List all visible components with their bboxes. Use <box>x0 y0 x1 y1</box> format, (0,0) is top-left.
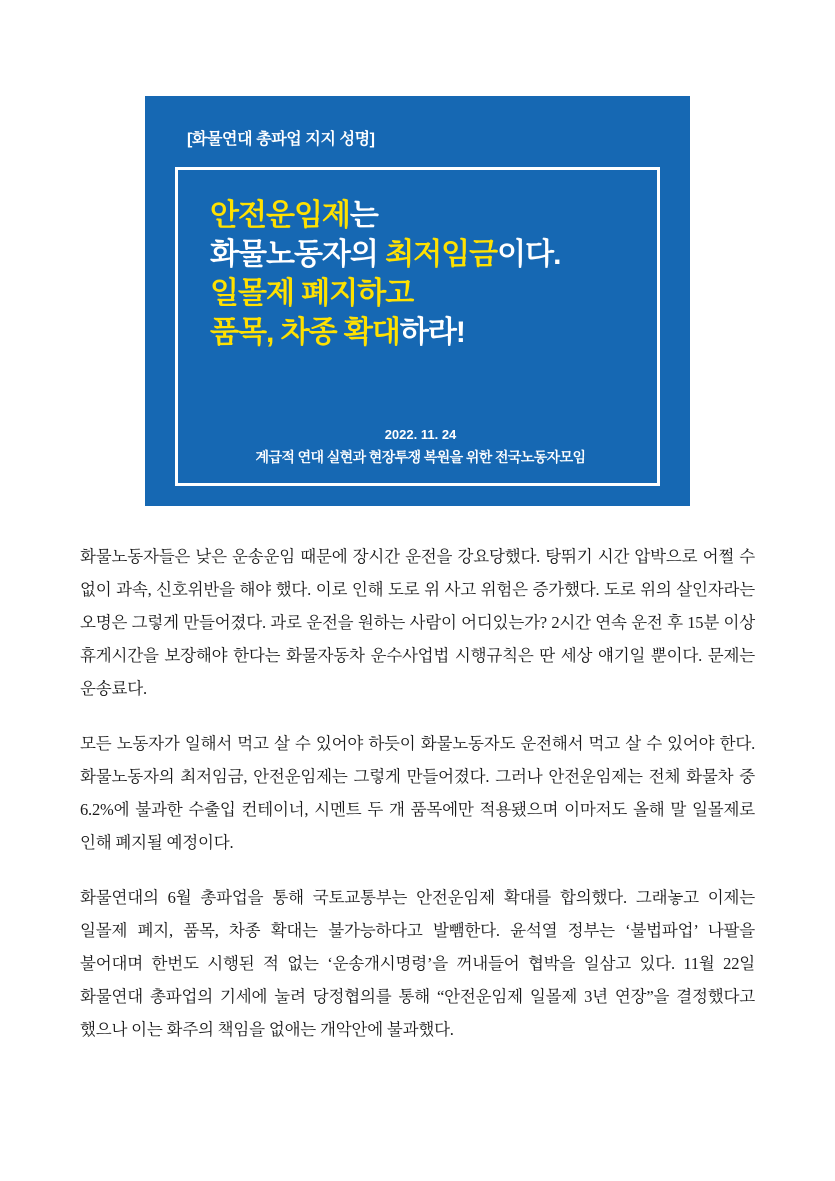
poster-headline <box>210 196 631 352</box>
headline-segment: 이다. <box>497 238 561 271</box>
headline-segment: 최저임금 <box>385 238 498 271</box>
poster-container <box>0 0 835 506</box>
article-body <box>0 506 835 1046</box>
article-paragraph: 화물연대의 6월 총파업을 통해 국토교통부는 안전운임제 확대를 합의했다. 그래놓고 이제는 일몰제 폐지, 품목, 차종 확대는 불가능하다고 발뺌한다. 윤석열 정부는 ‘불법파업’ 나팔을 불어대며 한번도 시행된 적 없는 ‘운송개시명령’을 꺼내들어 협박을 일삼고 있다. 11월 22일 화물연대 총파업의 기세에 눌려 당정협의를 통해 “안전운임제 일몰제 3년 연장”을 결정했다고 했으나 이는 화주의 책임을 없애는 개악안에 불과했다. <box>80 888 755 1039</box>
headline-segment: 하라! <box>399 316 465 349</box>
headline-line <box>210 196 631 235</box>
headline-line <box>210 235 631 274</box>
headline-line <box>210 313 631 352</box>
headline-segment: 화물노동자의 <box>210 238 386 271</box>
poster-kicker: [화물연대 총파업 지지 성명] <box>187 131 375 148</box>
article-paragraph: 모든 노동자가 일해서 먹고 살 수 있어야 하듯이 화물노동자도 운전해서 먹고 살 수 있어야 한다. 화물노동자의 최저임금, 안전운임제는 그렇게 만들어졌다. 그러나 안전운임제는 전체 화물차 중 6.2%에 불과한 수출입 컨테이너, 시멘트 두 개 품목에만 적용됐으며 이마저도 올해 말 일몰제로 인해 폐지될 예정이다. <box>80 734 755 852</box>
poster-organization: 계급적 연대 실현과 현장투쟁 복원을 위한 전국노동자모임 <box>255 449 586 465</box>
article-paragraph: 화물노동자들은 낮은 운송운임 때문에 장시간 운전을 강요당했다. 탕뛰기 시간 압박으로 어쩔 수 없이 과속, 신호위반을 해야 했다. 이로 인해 도로 위 사고 위험은 증가했다. 도로 위의 살인자라는 오명은 그렇게 만들어졌다. 과로 운전을 원하는 사람이 어디있는가? 2시간 연속 운전 후 15분 이상 휴게시간을 보장해야 한다는 화물자동차 운수사업법 시행규칙은 딴 세상 얘기일 뿐이다. 문제는 운송료다. <box>80 547 755 698</box>
poster-frame <box>175 167 660 486</box>
headline-line <box>210 274 631 313</box>
headline-segment: 일몰제 폐지하고 <box>210 277 414 310</box>
poster-footer <box>210 427 631 469</box>
statement-poster <box>145 96 690 506</box>
headline-segment: 는 <box>349 199 378 232</box>
headline-segment: 품목, 차종 확대 <box>210 316 400 349</box>
headline-segment: 안전운임제 <box>210 199 350 232</box>
poster-date: 2022. 11. 24 <box>384 427 457 442</box>
